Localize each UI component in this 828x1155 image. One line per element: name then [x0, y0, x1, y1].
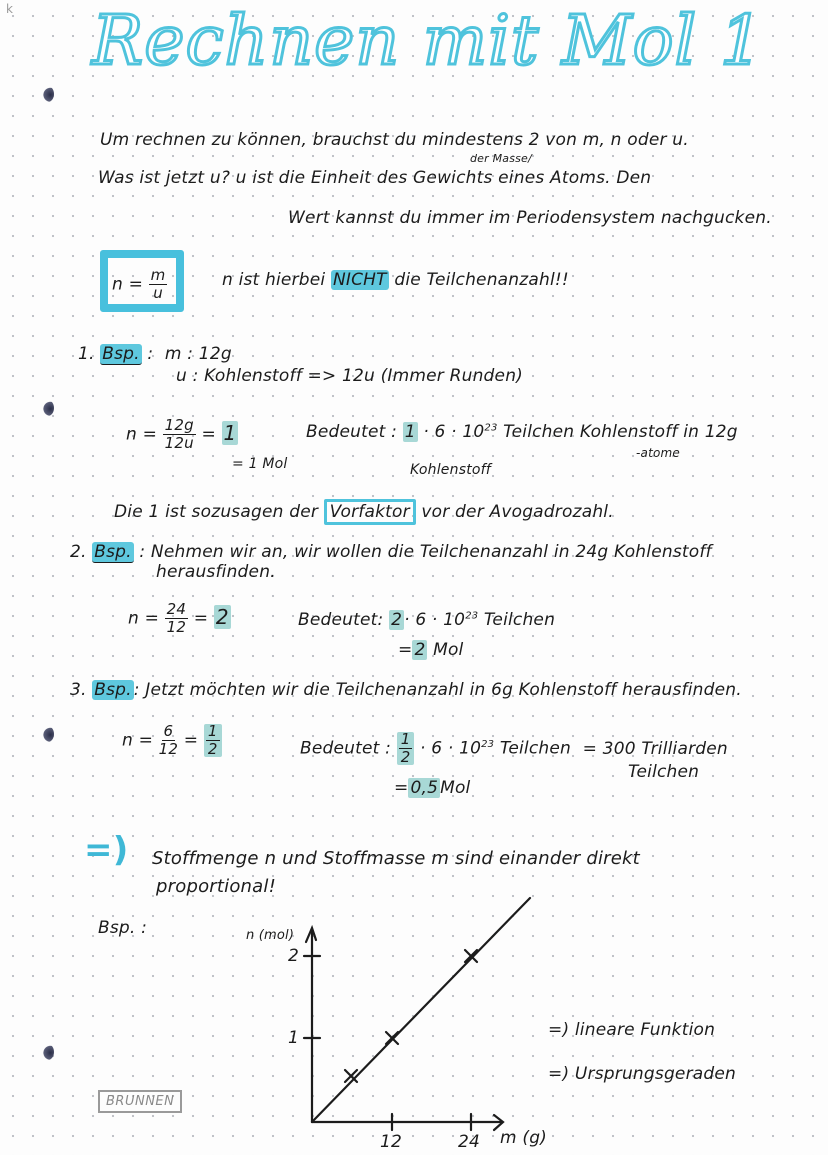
- mol-value: 0,5: [410, 778, 439, 798]
- calc-lhs: n =: [128, 608, 160, 629]
- meaning-factor: 2: [391, 610, 403, 630]
- calc-denominator: 12: [166, 618, 187, 636]
- meaning-factor-fraction: [397, 732, 415, 765]
- y-tick-2: 2: [288, 946, 300, 966]
- factor-numerator: 1: [400, 730, 411, 748]
- meaning-label: Bedeutet :: [300, 738, 392, 759]
- formula-note: [222, 270, 569, 290]
- example-1-mol: = 1 Mol: [232, 456, 288, 472]
- mol-value: 2: [414, 640, 426, 660]
- mol-eq: =: [398, 640, 413, 660]
- calc-denominator: 12u: [164, 434, 194, 452]
- calc-denominator: 12: [158, 740, 179, 758]
- meaning-tail: Teilchen: [483, 610, 556, 630]
- intro-line-2a: Was ist jetzt u? u ist die Einheit: [98, 168, 372, 188]
- calc-result: 2: [215, 604, 229, 629]
- formula-fraction: [149, 268, 168, 301]
- punch-hole-icon: [42, 1044, 54, 1060]
- calc-numerator: 24: [166, 600, 187, 618]
- mol-unit: Mol: [433, 640, 464, 660]
- example-3-mol: [394, 778, 471, 798]
- note-suffix: die Teilchenanzahl!!: [394, 270, 569, 290]
- equals-text: = 300 Trilliarden: [582, 738, 728, 759]
- formula-denominator: u: [153, 284, 163, 302]
- meaning-tail: Teilchen Kohlenstoff in 12g: [503, 422, 738, 442]
- result-numerator: 1: [207, 722, 218, 740]
- calc-result: 1: [223, 420, 237, 445]
- meaning-tail: Teilchen: [499, 738, 572, 759]
- result-denominator: 2: [207, 740, 218, 758]
- intro-line-1: Um rechnen zu können, brauchst du mindestens 2 von m, n oder u.: [100, 130, 689, 150]
- formula-numerator: m: [150, 266, 166, 284]
- calc-numerator: 6: [163, 722, 174, 740]
- calc-eq: =: [193, 608, 209, 629]
- calc-lhs: n =: [122, 730, 154, 751]
- intro-insert: der Masse/: [470, 152, 532, 165]
- example-2-task-1: Nehmen wir an, wir wollen die Teilchenanzahl in 24g Kohlenstoff: [150, 542, 712, 562]
- example-1-heading: 1. Bsp. : m : 12g: [78, 344, 232, 364]
- factor-denominator: 2: [400, 748, 411, 766]
- example-3-task: : Jetzt möchten wir die Teilchenanzahl in 6g Kohlenstoff herausfinden.: [133, 680, 742, 700]
- example-3-meaning: [300, 732, 728, 765]
- example-1-given-m: m : 12g: [164, 344, 232, 364]
- meaning-exp: 23: [465, 610, 479, 622]
- implies-arrow-icon: =): [84, 830, 129, 870]
- example-1-given-u: u : Kohlenstoff => 12u (Immer Runden): [176, 366, 524, 386]
- example-1-meaning: [306, 422, 738, 442]
- conclusion-pre: Die 1 ist sozusagen der: [114, 502, 319, 522]
- x-tick-24: 24: [458, 1132, 481, 1152]
- example-2-meaning: [298, 610, 555, 630]
- conclusion-post: vor der Avogadrozahl.: [421, 502, 614, 522]
- formula-lhs: n =: [112, 274, 144, 295]
- calc-result-fraction: [204, 724, 222, 757]
- page-title: Rechnen mit Mol 1: [92, 2, 765, 81]
- punch-hole-icon: [42, 400, 54, 416]
- y-tick-1: 1: [288, 1028, 300, 1048]
- calc-fraction: [165, 602, 189, 635]
- mol-unit: Mol: [440, 778, 471, 798]
- meaning-exp: 23: [484, 422, 498, 434]
- meaning-sub-kohlenstoff: Kohlenstoff: [410, 462, 491, 478]
- conclusion-boxed: Vorfaktor: [324, 499, 416, 525]
- meaning-rest: · 6 · 10: [420, 738, 482, 759]
- example-2-calc: [128, 602, 231, 635]
- example-2-label: Bsp.: [94, 542, 132, 562]
- note-prefix: n ist hierbei: [222, 270, 326, 290]
- example-1-conclusion: [114, 502, 614, 522]
- summary-line-1: Stoffmenge n und Stoffmasse m sind einander direkt: [152, 848, 640, 869]
- intro-line-3: Wert kannst du immer im Periodensystem nachgucken.: [288, 208, 772, 228]
- margin-mark: k: [6, 2, 13, 16]
- x-tick-12: 12: [380, 1132, 403, 1152]
- example-1-calc: [126, 418, 238, 451]
- calc-lhs: n =: [126, 424, 158, 445]
- note-highlight: NICHT: [332, 270, 387, 290]
- meaning-label: Bedeutet :: [306, 422, 398, 442]
- intro-line-2: [98, 168, 651, 188]
- bullet-origin-line: =) Ursprungsgeraden: [548, 1064, 737, 1084]
- calc-fraction: [163, 418, 196, 451]
- calc-fraction: [159, 724, 179, 757]
- meaning-factor: 1: [404, 422, 416, 442]
- mol-eq: =: [394, 778, 409, 798]
- punch-hole-icon: [42, 726, 54, 742]
- bullet-linear-function: =) lineare Funktion: [548, 1020, 716, 1040]
- example-2-task-2: herausfinden.: [156, 562, 276, 582]
- example-label: Bsp. :: [98, 918, 148, 938]
- example-2-mol: [398, 640, 464, 660]
- example-3-heading: [70, 680, 742, 700]
- example-3-number: 3.: [70, 680, 87, 700]
- formula: [112, 268, 167, 301]
- summary-line-2: proportional!: [156, 876, 277, 897]
- example-1-label: Bsp.: [102, 344, 140, 364]
- meaning-rest: · 6 · 10: [423, 422, 485, 442]
- y-axis-label: n (mol): [246, 928, 295, 943]
- brand-logo: BRUNNEN: [98, 1090, 182, 1113]
- meaning-exp: 23: [481, 738, 495, 750]
- intro-line-2b: des Gewichts eines Atoms. Den: [376, 168, 652, 188]
- calc-eq: =: [183, 730, 199, 751]
- example-2-number: 2.: [70, 542, 87, 562]
- meaning-rest: · 6 · 10: [404, 610, 466, 630]
- example-3-calc: [122, 724, 222, 757]
- example-3-label: Bsp.: [94, 680, 132, 700]
- example-3-equals-2: Teilchen: [628, 762, 700, 782]
- calc-numerator: 12g: [164, 416, 194, 434]
- example-2-heading: 2. Bsp. : Nehmen wir an, wir wollen die Teilchenanzahl in 24g Kohlenstoff: [70, 542, 712, 562]
- meaning-label: Bedeutet:: [298, 610, 384, 630]
- example-1-number: 1.: [78, 344, 95, 364]
- meaning-sub-atome: -atome: [636, 446, 681, 460]
- calc-eq: =: [201, 424, 216, 445]
- punch-hole-icon: [42, 86, 54, 102]
- x-axis-label: m (g): [500, 1128, 548, 1148]
